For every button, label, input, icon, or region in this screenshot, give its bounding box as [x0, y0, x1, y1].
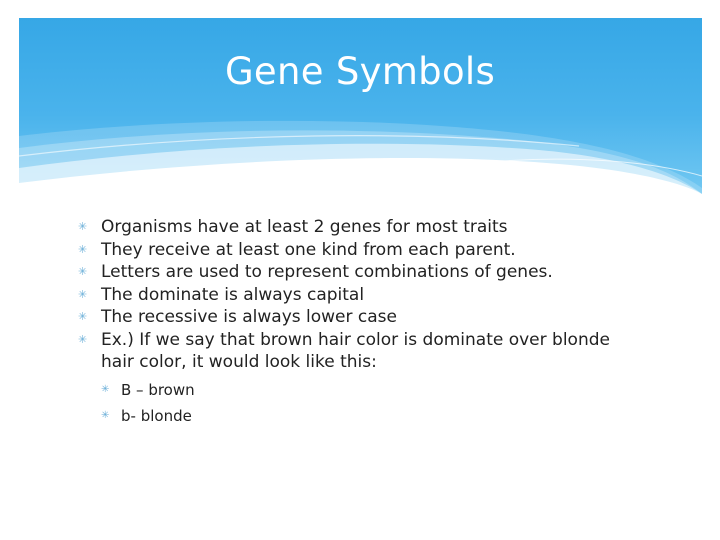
bullet-item: [78, 216, 638, 239]
asterisk-bullet-icon: ✳: [101, 383, 110, 395]
asterisk-bullet-icon: ✳: [78, 310, 88, 323]
asterisk-bullet-icon: ✳: [78, 287, 88, 301]
bullet-text: Letters are used to represent combinations of genes.: [101, 262, 553, 282]
bullet-text: They receive at least one kind from each parent.: [101, 239, 516, 260]
asterisk-bullet-icon: ✳: [101, 409, 110, 421]
bullet-item: [78, 284, 638, 307]
asterisk-bullet-icon: ✳: [78, 265, 88, 278]
bullet-item: [78, 239, 638, 262]
bullet-text: The dominate is always capital: [101, 284, 365, 305]
sub-bullet-text: b- blonde: [121, 406, 192, 425]
sub-bullet-item: [101, 377, 638, 403]
asterisk-bullet-icon: ✳: [78, 332, 88, 346]
bullet-item: [78, 306, 638, 329]
asterisk-bullet-icon: ✳: [78, 220, 88, 233]
slide-title: Gene Symbols: [224, 50, 496, 93]
bullet-text: Ex.) If we say that brown hair color is dominate over blonde hair color, it would look like this:: [101, 329, 610, 372]
bullet-item: [78, 329, 638, 429]
sub-bullet-text: B – brown: [121, 380, 195, 399]
asterisk-bullet-icon: ✳: [78, 242, 88, 256]
bullet-list: [78, 216, 638, 429]
bullet-text: Organisms have at least 2 genes for most traits: [101, 217, 508, 237]
title-banner: [19, 18, 702, 194]
sub-bullet-item: [101, 403, 638, 429]
wave-decoration: [19, 18, 702, 194]
bullet-text: The recessive is always lower case: [101, 307, 397, 327]
bullet-item: [78, 261, 638, 284]
sub-bullet-list: [101, 377, 638, 429]
